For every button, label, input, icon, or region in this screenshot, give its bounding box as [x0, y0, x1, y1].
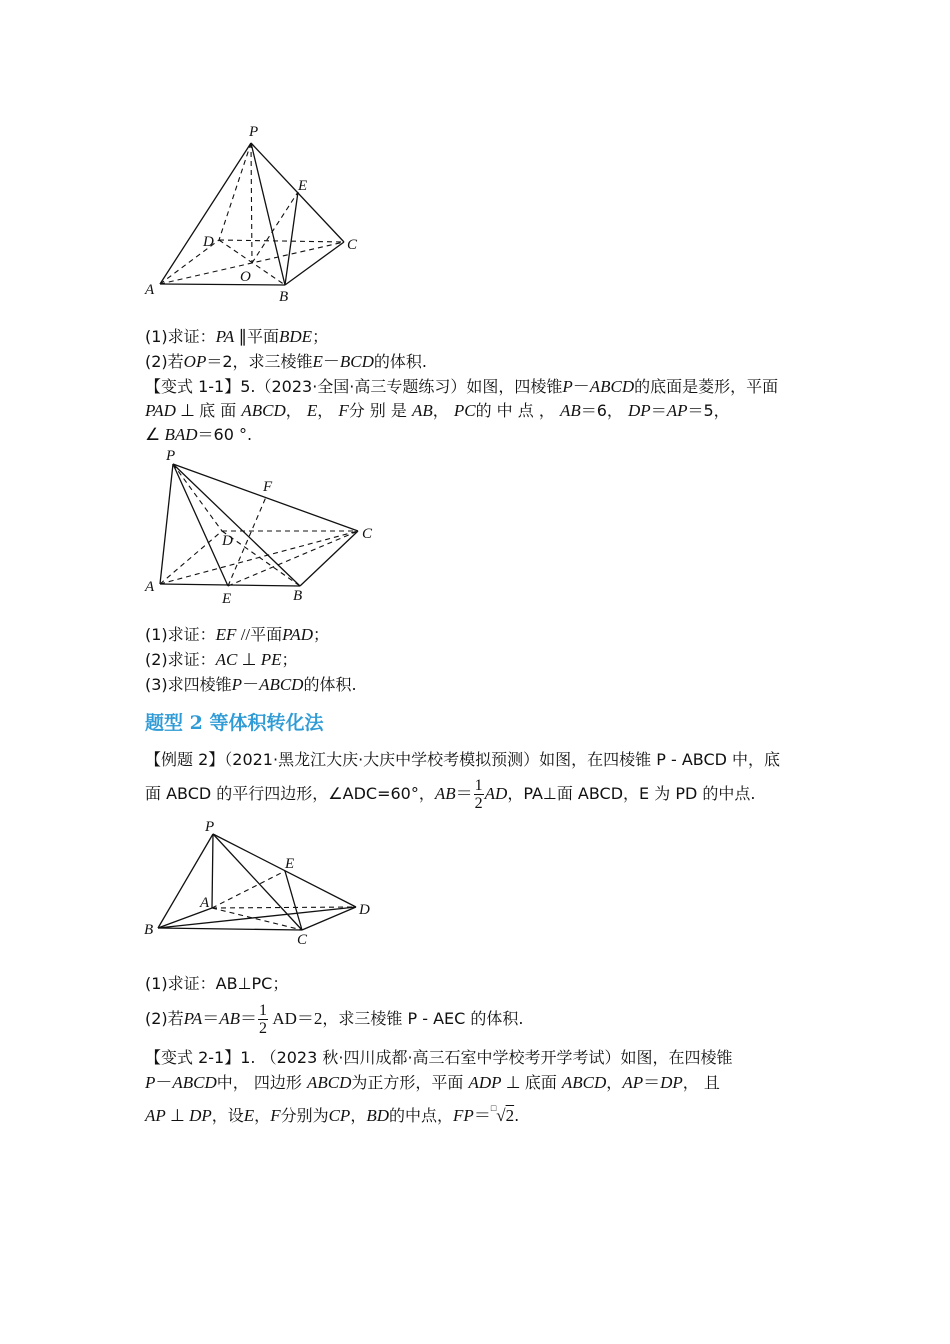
- figure-3-svg: [140, 814, 385, 949]
- label-P: P: [166, 448, 176, 464]
- q1-part2: (2)若OP＝2，求三棱锥E－BCD的体积.: [145, 352, 428, 371]
- figure-2-svg: [140, 444, 390, 609]
- variant-1-1-line3: ∠ BAD＝60 °.: [145, 425, 253, 444]
- label-B: B: [279, 289, 289, 305]
- label-O: O: [240, 269, 251, 285]
- variant-2-1-line1: 【变式 2-1】1. （2023 秋·四川成都·高三石室中学校考开学考试）如图，在四棱锥: [145, 1048, 733, 1067]
- example-2-line2: 面 ABCD 的平行四边形，∠ADC=60°，AB＝ $\frac{1}{2}$ AD，PA⊥面 ABCD，E 为 PD 的中点.: [145, 777, 756, 812]
- variant-2-1-line3: AP ⊥ DP，设E，F分别为CP，BD的中点，FP＝□√2.: [145, 1103, 520, 1125]
- v11-part1: (1)求证：EF //平面PAD；: [145, 625, 330, 644]
- label-P: P: [205, 819, 215, 835]
- label-D: D: [222, 533, 233, 549]
- label-A: A: [200, 895, 210, 911]
- label-P: P: [249, 124, 259, 140]
- label-C: C: [362, 526, 373, 542]
- label-A: A: [145, 579, 155, 595]
- figure-3-pyramid: [140, 814, 385, 949]
- figure-1-svg: [140, 118, 380, 308]
- variant-1-1-line2: PAD ⊥ 底 面 ABCD， E， F分 别 是 AB， PC的 中 点 ， AB＝6， DP＝AP＝5，: [145, 401, 730, 420]
- v11-part2: (2)求证：AC ⊥ PE；: [145, 650, 298, 669]
- fraction-half: $\frac{1}{2}$: [474, 777, 483, 812]
- label-C: C: [347, 237, 358, 253]
- figure-1-pyramid: [140, 118, 380, 308]
- label-D: D: [359, 902, 370, 918]
- label-E: E: [222, 591, 232, 607]
- variant-2-1-line2: P－ABCD中， 四边形 ABCD为正方形，平面 ADP ⊥ 底面 ABCD，AP＝DP， 且: [145, 1073, 720, 1092]
- label-B: B: [293, 588, 303, 604]
- label-F: F: [263, 479, 273, 495]
- label-D: D: [203, 234, 214, 250]
- figure-2-pyramid: [140, 444, 390, 609]
- fraction-half: $\frac{1}{2}$: [259, 1002, 268, 1037]
- example-2-part1: (1)求证：AB⊥PC；: [145, 974, 289, 993]
- q1-part1: (1)求证：PA ∥平面BDE；: [145, 327, 329, 346]
- label-C: C: [297, 932, 308, 948]
- example-2-part2: (2)若PA＝AB＝ $\frac{1}{2}$ AD＝2，求三棱锥 P - AEC 的体积.: [145, 1002, 524, 1037]
- v11-part3: (3)求四棱锥P－ABCD的体积.: [145, 675, 357, 694]
- radical: □√2: [490, 1103, 515, 1125]
- label-A: A: [145, 282, 155, 298]
- example-2-line1: 【例题 2】（2021·黑龙江大庆·大庆中学校考模拟预测）如图，在四棱锥 P - ABCD 中，底: [145, 750, 781, 769]
- label-B: B: [144, 922, 154, 938]
- variant-1-1-line1: 【变式 1-1】5.（2023·全国·高三专题练习）如图，四棱锥P－ABCD的底面是菱形，平面: [145, 377, 779, 396]
- label-E: E: [298, 178, 308, 194]
- label-E: E: [285, 856, 295, 872]
- section-heading: 题型 2 等体积转化法: [145, 712, 324, 734]
